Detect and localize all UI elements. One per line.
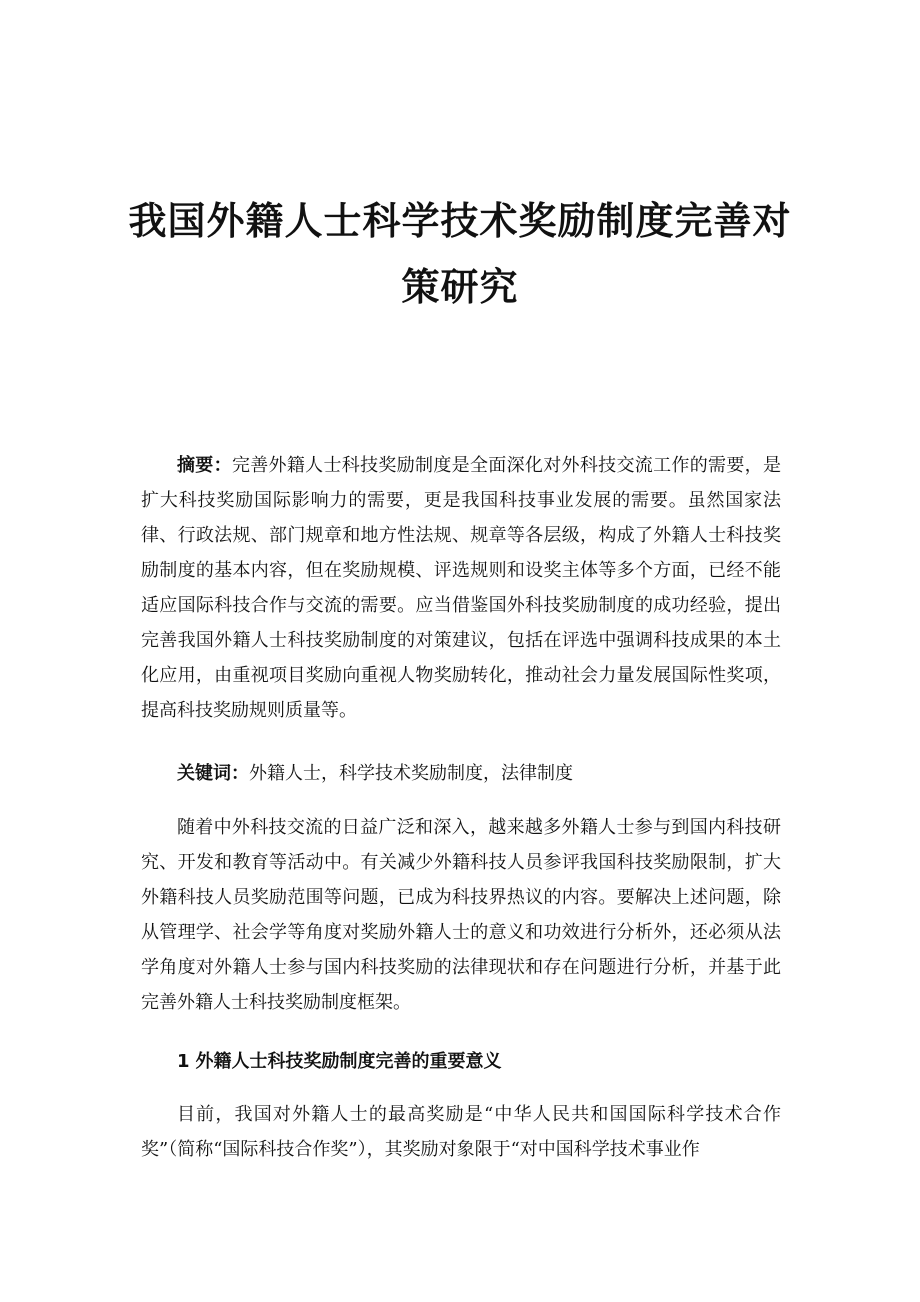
intro-text: 随着中外科技交流的日益广泛和深入，越来越多外籍人士参与到国内科技研究、开发和教育等活动中。有关减少外籍科技人员参评我国科技奖励限制，扩大外籍科技人员奖励范围等问题，已成为科技界热议的内容。要解决上述问题，除从管理学、社会学等角度对奖励外籍人士的意义和功效进行分析外，还必须从法学角度对外籍人士参与国内科技奖励的法律现状和存在问题进行分析，并基于此完善外籍人士科技奖励制度框架。	[141, 817, 781, 1013]
abstract-label: 摘要：	[177, 455, 232, 476]
section-1-title: 外籍人士科技奖励制度完善的重要意义	[195, 1051, 502, 1072]
title-line-1: 我国外籍人士科学技术奖励制度完善对	[128, 199, 792, 243]
keywords-paragraph	[141, 756, 781, 791]
keywords-text: 外籍人士，科学技术奖励制度，法律制度	[249, 763, 573, 784]
section-1-number: 1	[177, 1051, 190, 1072]
abstract-text: 完善外籍人士科技奖励制度是全面深化对外科技交流工作的需要，是扩大科技奖励国际影响力的需要，更是我国科技事业发展的需要。虽然国家法律、行政法规、部门规章和地方性法规、规章等各层级，构成了外籍人士科技奖励制度的基本内容，但在奖励规模、评选规则和设奖主体等多个方面，已经不能适应国际科技合作与交流的需要。应当借鉴国外科技奖励制度的成功经验，提出完善我国外籍人士科技奖励制度的对策建议，包括在评选中强调科技成果的本土化应用，由重视项目奖励向重视人物奖励转化，推动社会力量发展国际性奖项，提高科技奖励规则质量等。	[141, 455, 781, 721]
title-line-2: 策研究	[401, 265, 519, 309]
section-1-paragraph	[141, 1097, 781, 1167]
abstract-paragraph	[141, 448, 781, 728]
document-title	[100, 188, 820, 320]
intro-paragraph	[141, 810, 781, 1020]
section-1-text: 目前，我国对外籍人士的最高奖励是“中华人民共和国国际科学技术合作奖”（简称“国际科技合作奖”），其奖励对象限于“对中国科学技术事业作	[141, 1104, 781, 1160]
section-1-heading	[177, 1047, 502, 1077]
keywords-label: 关键词：	[177, 763, 249, 784]
